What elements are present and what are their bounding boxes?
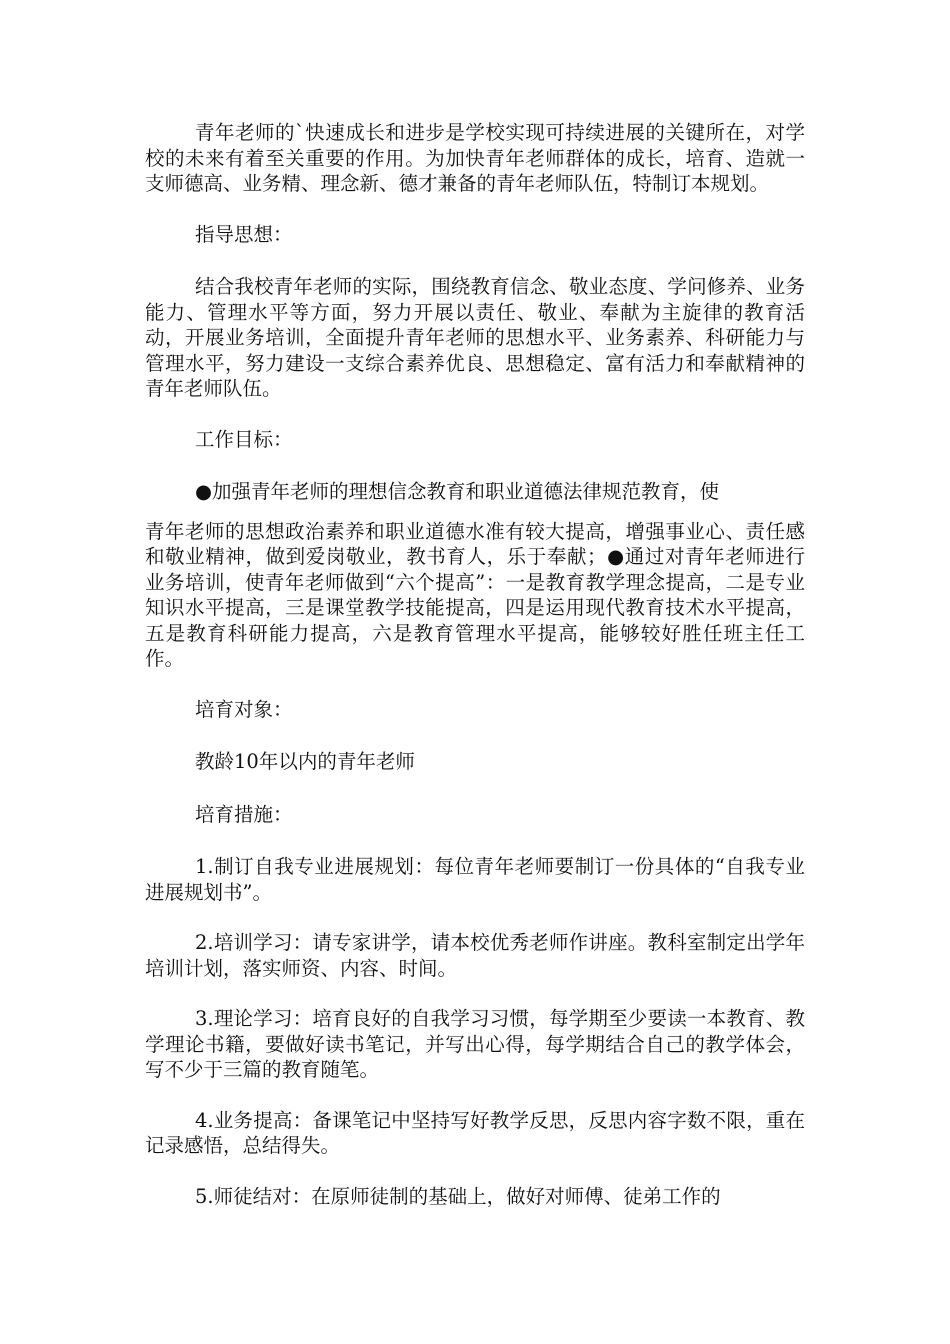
goals-first-line: ●加强青年老师的理想信念教育和职业道德法律规范教育，使 [195,480,720,503]
intro-paragraph: 青年老师的`快速成长和进步是学校实现可持续进展的关键所在，对学校的未来有着至关重要的作用。为加快青年老师群体的成长，培育、造就一支师德高、业务精、理念新、德才兼备的青年老师队伍，特制订本规划。 [145,121,805,195]
measure-item: 3.理论学习：培育良好的自我学习习惯，每学期至少要读一本教育、教学理论书籍，要做好读书笔记，并写出心得，每学期结合自己的教学体会，写不少于三篇的教育随笔。 [145,1007,805,1081]
measure-item: 1.制订自我专业进展规划：每位青年老师要制订一份具体的“自我专业进展规划书”。 [145,855,805,904]
guiding-heading: 指导思想： [195,222,293,246]
goals-paragraph: 青年老师的思想政治素养和职业道德水准有较大提高，增强事业心、责任感和敬业精神，做到爱岗敬业，教书育人，乐于奉献；●通过对青年老师进行业务培训，使青年老师做到“六个提高”：一是教育教学理念提高，二是专业知识水平提高，三是课堂教学技能提高，四是运用现代教育技术水平提高，五是教育科研能力提高，六是教育管理水平提高，能够较好胜任班主任工作。 [145,519,805,670]
measure-item: 4.业务提高：备课笔记中坚持写好教学反思，反思内容字数不限，重在记录感悟，总结得失。 [145,1108,805,1157]
guiding-paragraph: 结合我校青年老师的实际，围绕教育信念、敬业态度、学问修养、业务能力、管理水平等方面，努力开展以责任、敬业、奉献为主旋律的教育活动，开展业务培训，全面提升青年老师的思想水平、业务素养、科研能力与管理水平，努力建设一支综合素养优良、思想稳定、富有活力和奉献精神的青年老师队伍。 [145,275,805,400]
target-paragraph: 教龄10年以内的青年老师 [195,750,415,773]
goals-heading: 工作目标： [195,427,293,451]
measure-item: 2.培训学习：请专家讲学，请本校优秀老师作讲座。教科室制定出学年培训计划，落实师资、内容、时间。 [145,931,805,980]
measures-heading: 培育措施： [195,802,293,826]
document-body [145,120,805,1234]
measure-item: 5.师徒结对：在原师徒制的基础上，做好对师傅、徒弟工作的 [195,1184,721,1208]
target-heading: 培育对象： [195,697,293,721]
